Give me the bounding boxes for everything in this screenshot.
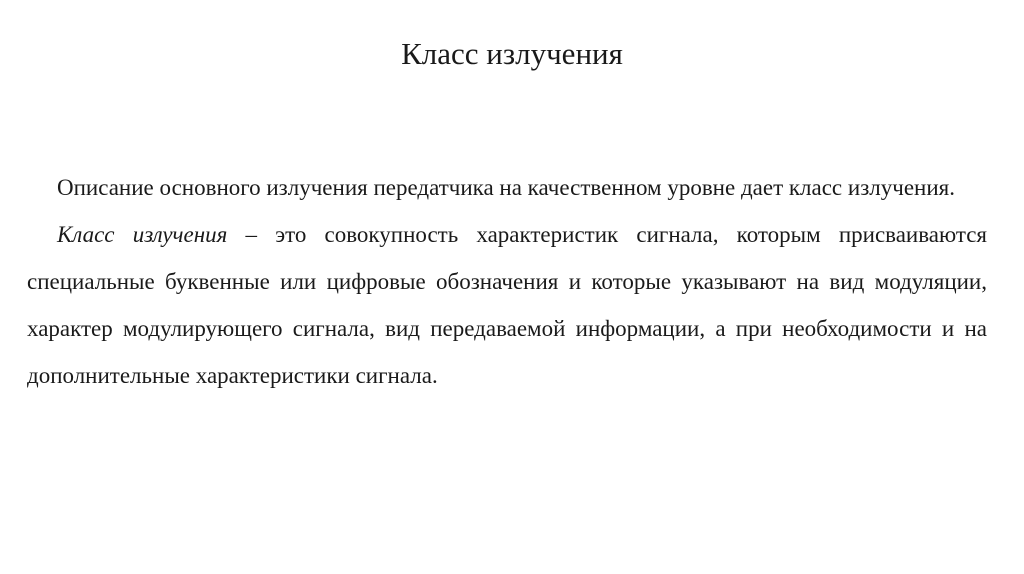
definition-text: – это совокупность характеристик сигнала, которым присваиваются специальные буквенные или цифровые обозначения и которые указывают на вид модуляции, характер модулирующего сигнала, вид передаваемой информации, а при необходимости и на дополнительные характеристики сигнала. [27, 222, 987, 388]
paragraph-emission-class-definition [27, 211, 987, 399]
slide-body [27, 164, 987, 399]
slide-title: Класс излучения [401, 36, 623, 71]
paragraph-emission-description: Описание основного излучения передатчика на качественном уровне дает класс излучения. [57, 175, 955, 200]
definition-term: Класс излучения [57, 222, 228, 247]
